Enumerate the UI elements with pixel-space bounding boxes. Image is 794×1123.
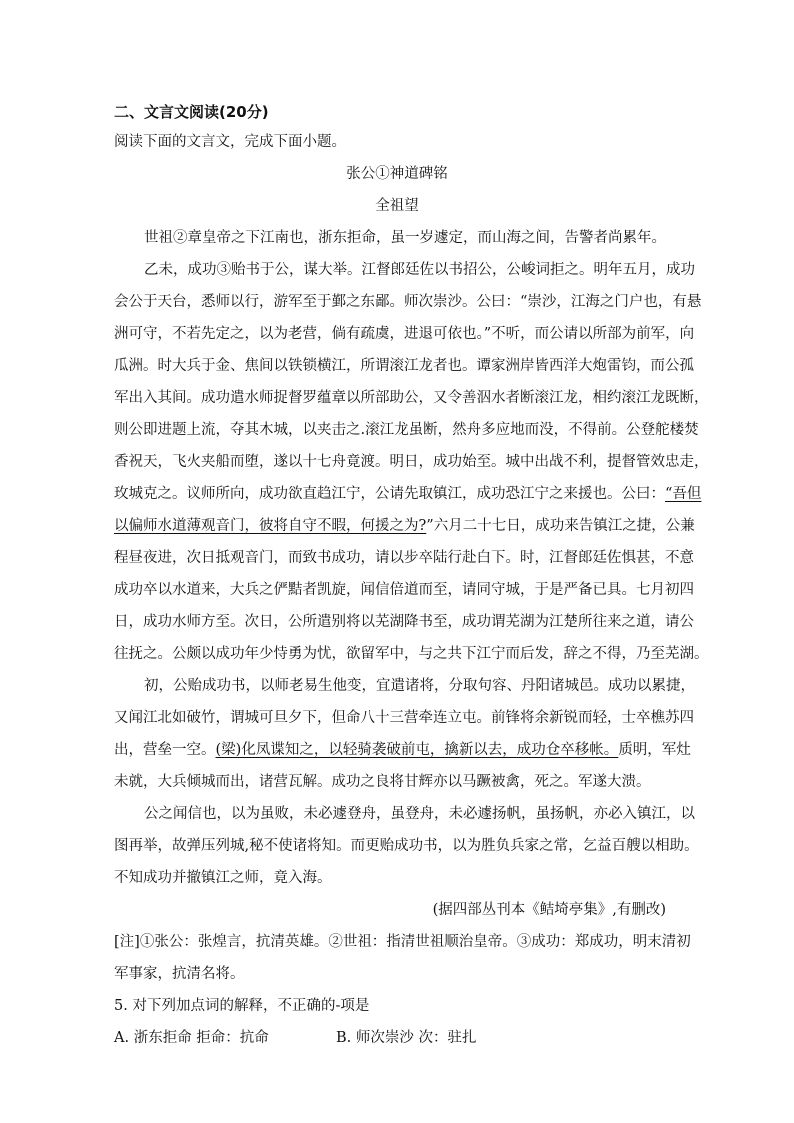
paragraph-3-line-2: 又闻江北如破竹，谓城可旦夕下，但命八十三营牵连立屯。前锋将余新锐而轻，士卒樵苏四 bbox=[114, 710, 694, 726]
paragraph-3-line-3-text: 出，营垒一空。 bbox=[114, 742, 216, 758]
passage-author: 全祖望 bbox=[375, 198, 419, 214]
paragraph-2-line-2: 会公于天台，悉师以行，游军至于鄞之东鄙。师次崇沙。公曰：“崇沙，江海之门户也，有悬 bbox=[114, 294, 702, 310]
underlined-sentence-2: (梁)化凤谍知之，以轻骑袭破前屯，擒新以去，成功仓卒移帐。 bbox=[215, 742, 619, 758]
paragraph-2-line-9 bbox=[114, 516, 695, 536]
paragraph-2-line-5: 军出入其间。成功遣水师捉督罗蕴章以所部助公，又令善泅水者断滚江龙，相约滚江龙既断， bbox=[114, 390, 709, 406]
underlined-sentence-end: 以偏师水道薄观音门，彼将自守不暇，何援之为? bbox=[114, 518, 427, 534]
instruction-text: 阅读下面的文言文，完成下面小题。 bbox=[114, 134, 346, 150]
paragraph-2-line-12: 日，成功水师方至。次日，公所遣别将以芜湖降书至，成功谓芜湖为江楚所往来之道，请公 bbox=[114, 614, 694, 630]
paragraph-2-line-8-text: 玫城克之。议师所向，成功欲直趋江宁，公请先取镇江，成功恐江宁之来援也。公曰： bbox=[114, 486, 665, 502]
paragraph-2-line-4: 瓜洲。时大兵于金、焦间以铁锁横江，所谓滚江龙者也。谭家洲岸皆西洋大炮雷钧，而公孤 bbox=[114, 358, 694, 374]
paragraph-4-line-2: 图再举，故弹压列城,秘不使诸将知。而更贻成功书，以为胜负兵家之常，乞益百艘以相助。 bbox=[114, 838, 699, 854]
paragraph-2-line-9-text: ”六月二十七日，成功来告镇江之捷，公兼 bbox=[426, 518, 695, 534]
annotation-line-2: 军事家，抗清名将。 bbox=[114, 966, 245, 982]
source-citation: (据四部丛刊本《鲒埼亭集》,有删改) bbox=[432, 902, 666, 918]
paragraph-4-line-1: 公之闻信也，以为虽败，未必遽登舟，虽登舟，未必遽扬帆，虽扬帆，亦必入镇江，以 bbox=[144, 806, 695, 822]
question-5-option-b: B. 师次崇沙 次：驻扎 bbox=[336, 1030, 477, 1046]
paragraph-1-line-1: 世祖②章皇帝之下江南也，浙东拒命，虽一岁遽定，而山海之间，告警者尚累年。 bbox=[144, 230, 666, 246]
paragraph-2-line-3: 洲可守，不若先定之，以为老营，倘有疏虞，进退可依也。”不听，而公请以所部为前军，向 bbox=[114, 326, 695, 342]
underlined-sentence-start: “吾但 bbox=[665, 486, 702, 502]
section-heading: 二、文言文阅读(20分) bbox=[114, 103, 269, 121]
paragraph-2-line-7: 香祝天，飞火夹船而堕，遂以十七舟竟渡。明日，成功始至。城中出战不利，提督管效忠走， bbox=[114, 454, 709, 470]
passage-title: 张公①神道碑铭 bbox=[346, 166, 448, 182]
question-5-option-a: A. 浙东拒命 拒命：抗命 bbox=[114, 1030, 269, 1046]
paragraph-2-line-6: 则公即进题上流，夺其木城，以夹击之.滚江龙虽断，然舟多应地而没，不得前。公登舵楼焚 bbox=[114, 422, 699, 438]
paragraph-2-line-13: 往抚之。公颇以成功年少恃勇为忧，欲留军中，与之共下江宁而后发，辞之不得，乃至芜湖。 bbox=[114, 646, 709, 662]
paragraph-2-line-1: 乙未，成功③贻书于公，谋大举。江督郎廷佐以书招公，公峻词拒之。明年五月，成功 bbox=[144, 262, 695, 278]
paragraph-2-line-8 bbox=[114, 484, 701, 504]
paragraph-4-line-3: 不知成功并撤镇江之师，竟入海。 bbox=[114, 870, 332, 886]
paragraph-3-line-3-tail: 质明，军灶 bbox=[618, 742, 691, 758]
annotation-line-1: [注]①张公：张煌言，抗清英雄。②世祖：指清世祖顺治皇帝。③成功：郑成功，明末清初 bbox=[114, 934, 691, 950]
question-5-stem: 5. 对下列加点词的解释，不正确的-项是 bbox=[114, 998, 370, 1014]
paragraph-3-line-1: 初，公贻成功书，以师老易生他变，宜遣诸将，分取句容、丹阳诸城邑。成功以累捷， bbox=[144, 678, 695, 694]
paragraph-2-line-10: 程昼夜进，次日抵观音门，而致书成功，请以步卒陆行赴白下。时，江督郎廷佐惧甚，不意 bbox=[114, 550, 694, 566]
paragraph-3-line-4: 未就，大兵倾城而出，诸营瓦解。成功之良将甘辉亦以马蹶被禽，死之。军遂大溃。 bbox=[114, 774, 651, 790]
paragraph-3-line-3 bbox=[114, 740, 691, 760]
paragraph-2-line-11: 成功卒以水道来，大兵之俨黠者凯旋，闻信倍道而至，请同守城，于是严备已具。七月初四 bbox=[114, 582, 694, 598]
